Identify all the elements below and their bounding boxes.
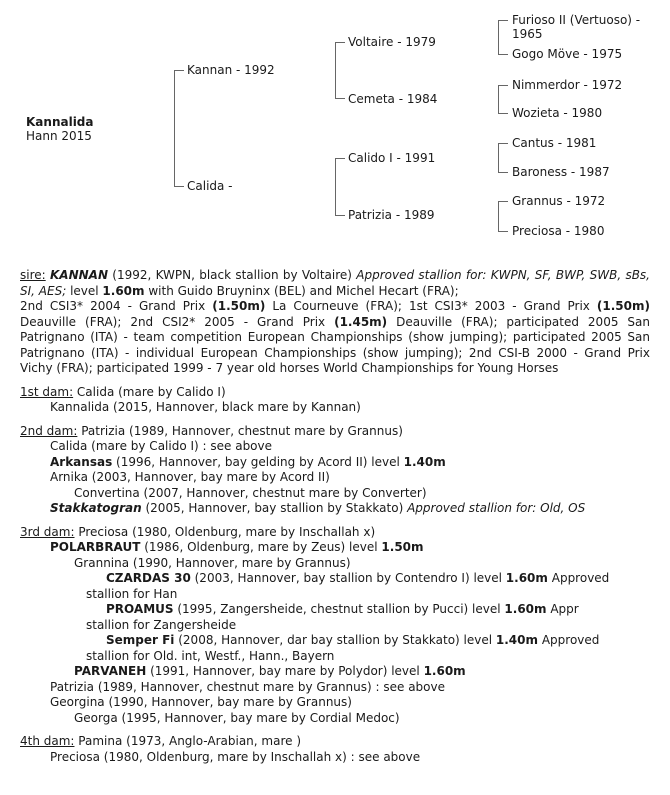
offspring-text: (1995, Zangersheide, chestnut stallion by Pucci) level xyxy=(173,602,505,616)
tree-line xyxy=(335,158,345,159)
offspring-text: (1991, Hannover, bay mare by Polydor) level xyxy=(146,664,424,678)
offspring-row: Patrizia (1989, Hannover, chestnut mare by Grannus) : see above xyxy=(50,679,446,694)
offspring-row xyxy=(20,633,650,649)
offspring-row: Kannalida (2015, Hannover, black mare by Kannan) xyxy=(50,400,361,414)
pedigree-dam-dam[interactable]: Patrizia - 1989 xyxy=(348,208,435,222)
tree-line xyxy=(335,158,336,215)
offspring-level: 1.40m xyxy=(495,633,539,647)
offspring-row: Preciosa (1980, Oldenburg, mare by Inschallah x) : see above xyxy=(50,749,421,764)
fourth-dam-section xyxy=(20,734,650,765)
offspring-text: (2003, Hannover, bay stallion by Contendro I) level xyxy=(190,571,506,585)
tree-line xyxy=(335,42,336,98)
second-dam-label: 2nd dam: xyxy=(20,423,78,438)
pedigree-sdd[interactable]: Wozieta - 1980 xyxy=(512,106,603,120)
offspring-row xyxy=(20,571,650,587)
offspring-text: Approved xyxy=(538,633,600,647)
pedigree-sss-line1: Furioso II (Vertuoso) - xyxy=(512,13,641,27)
tree-line xyxy=(498,201,499,231)
offspring-name: Semper Fi xyxy=(106,633,175,647)
tree-line xyxy=(498,85,499,113)
pedigree-ddd[interactable]: Preciosa - 1980 xyxy=(512,224,605,238)
third-dam-section xyxy=(20,525,650,727)
sire-results: Deauville (FRA); participated 2005 San Patrignano (ITA) - team competition European Championships (show jumping); participated 2005 San Patrignano (ITA) - individual European Championships (show jumping); 2nd CSI-B 2000 - Grand Prix Vichy (FRA); participated 1999 - 7 year old horses World Championships for Young Horses xyxy=(20,314,650,375)
tree-line xyxy=(498,172,508,173)
tree-line xyxy=(498,231,508,232)
offspring-text: Approved xyxy=(547,571,610,585)
sire-section xyxy=(20,268,650,377)
offspring-text: (2008, Hannover, dar bay stallion by Stakkato) level xyxy=(174,633,496,647)
tree-line xyxy=(335,215,345,216)
sire-name: KANNAN xyxy=(49,268,108,282)
offspring-row-continued: stallion for Old. int, Westf., Hann., Bayern xyxy=(86,648,335,663)
pedigree-sss-line2: 1965 xyxy=(512,27,543,41)
sire-results: La Courneuve (FRA); 1st CSI3* 2003 - Grand Prix xyxy=(265,299,597,313)
third-dam-text: Preciosa (1980, Oldenburg, mare by Inschallah x) xyxy=(74,524,376,539)
offspring-row: Calida (mare by Calido I) : see above xyxy=(50,439,273,453)
sire-approved: Approved stallion for: KWPN, SF, BWP, SWB, sBs, SI, AES; xyxy=(20,268,650,298)
tree-line xyxy=(498,20,508,21)
tree-line xyxy=(335,42,345,43)
pedigree-dam[interactable]: Calida - xyxy=(187,179,233,193)
tree-line xyxy=(174,186,184,187)
first-dam-text: Calida (mare by Calido I) xyxy=(73,384,226,399)
offspring-level: 1.50m xyxy=(381,540,424,554)
sire-label: sire: xyxy=(20,268,46,282)
tree-line xyxy=(174,70,184,71)
tree-line xyxy=(335,98,345,99)
offspring-row xyxy=(20,602,650,618)
offspring-row: Georgina (1990, Hannover, bay mare by Grannus) xyxy=(50,695,352,709)
offspring-name: Stakkatogran xyxy=(50,501,142,515)
offspring-level: 1.60m xyxy=(504,602,547,616)
first-dam-label: 1st dam: xyxy=(20,384,74,399)
first-dam-section xyxy=(20,385,650,416)
offspring-row xyxy=(20,540,650,556)
offspring-text: Appr xyxy=(546,602,579,616)
offspring-text: (2005, Hannover, bay stallion by Stakkato) xyxy=(141,501,408,515)
pedigree-description xyxy=(20,268,650,765)
sire-height: (1.50m) xyxy=(596,299,650,313)
second-dam-section xyxy=(20,424,650,517)
pedigree-sire[interactable]: Kannan - 1992 xyxy=(187,63,275,77)
tree-line xyxy=(498,54,508,55)
offspring-text: (1986, Oldenburg, mare by Zeus) level xyxy=(140,540,382,554)
offspring-row-continued: stallion for Han xyxy=(86,586,178,601)
offspring-level: 1.60m xyxy=(423,664,466,678)
tree-line xyxy=(174,70,175,186)
third-dam-label: 3rd dam: xyxy=(20,524,75,539)
offspring-name: POLARBRAUT xyxy=(50,540,141,554)
fourth-dam-text: Pamina (1973, Anglo-Arabian, mare ) xyxy=(74,734,302,748)
sire-results: Deauville (FRA); 2nd CSI2* 2005 - Grand Prix xyxy=(20,314,335,329)
offspring-row: Grannina (1990, Hannover, mare by Grannus) xyxy=(74,555,351,570)
tree-line xyxy=(498,85,508,86)
pedigree-dss[interactable]: Cantus - 1981 xyxy=(512,136,597,150)
offspring-row: Convertina (2007, Hannover, chestnut mare by Converter) xyxy=(74,485,427,500)
sire-text: (1992, KWPN, black stallion by Voltaire) xyxy=(108,268,357,282)
tree-line xyxy=(498,113,508,114)
offspring-name: PARVANEH xyxy=(74,664,147,678)
offspring-name: CZARDAS 30 xyxy=(106,571,191,585)
sire-height: (1.45m) xyxy=(334,314,388,329)
offspring-level: 1.60m xyxy=(505,571,548,585)
tree-line xyxy=(498,143,508,144)
offspring-text: (1996, Hannover, bay gelding by Acord II) level xyxy=(112,454,404,469)
offspring-row: Georga (1995, Hannover, bay mare by Cordial Medoc) xyxy=(74,710,400,725)
pedigree-dsd[interactable]: Baroness - 1987 xyxy=(512,165,610,179)
offspring-name: Arkansas xyxy=(50,454,113,469)
pedigree-tree xyxy=(0,0,670,250)
subject-name: Kannalida xyxy=(26,115,94,129)
pedigree-sss[interactable] xyxy=(512,13,640,41)
offspring-name: PROAMUS xyxy=(106,602,174,616)
pedigree-sire-sire[interactable]: Voltaire - 1979 xyxy=(348,35,436,49)
pedigree-ssd[interactable]: Gogo Möve - 1975 xyxy=(512,47,623,61)
offspring-row-continued: stallion for Zangersheide xyxy=(86,617,237,632)
pedigree-dds[interactable]: Grannus - 1972 xyxy=(512,194,606,208)
offspring-row xyxy=(20,664,650,680)
offspring-row: Arnika (2003, Hannover, bay mare by Acord II) xyxy=(50,470,330,484)
offspring-approved: Approved stallion for: Old, OS xyxy=(407,501,586,515)
tree-line xyxy=(498,201,508,202)
offspring-row xyxy=(20,455,650,471)
tree-line xyxy=(498,20,499,54)
sire-level: 1.60m xyxy=(102,283,145,298)
sire-text: level xyxy=(66,283,103,298)
offspring-row xyxy=(20,501,650,517)
subject-horse xyxy=(26,115,94,143)
tree-line xyxy=(498,143,499,172)
fourth-dam-label: 4th dam: xyxy=(20,734,75,748)
pedigree-sds[interactable]: Nimmerdor - 1972 xyxy=(512,78,623,92)
pedigree-dam-sire[interactable]: Calido I - 1991 xyxy=(348,151,436,165)
subject-info: Hann 2015 xyxy=(26,129,92,143)
sire-results: 2nd CSI3* 2004 - Grand Prix xyxy=(20,299,213,313)
sire-text: with Guido Bruyninx (BEL) and Michel Hecart (FRA); xyxy=(144,283,459,298)
pedigree-sire-dam[interactable]: Cemeta - 1984 xyxy=(348,92,438,106)
offspring-level: 1.40m xyxy=(403,454,446,469)
sire-height: (1.50m) xyxy=(212,299,266,313)
second-dam-text: Patrizia (1989, Hannover, chestnut mare by Grannus) xyxy=(77,423,403,438)
